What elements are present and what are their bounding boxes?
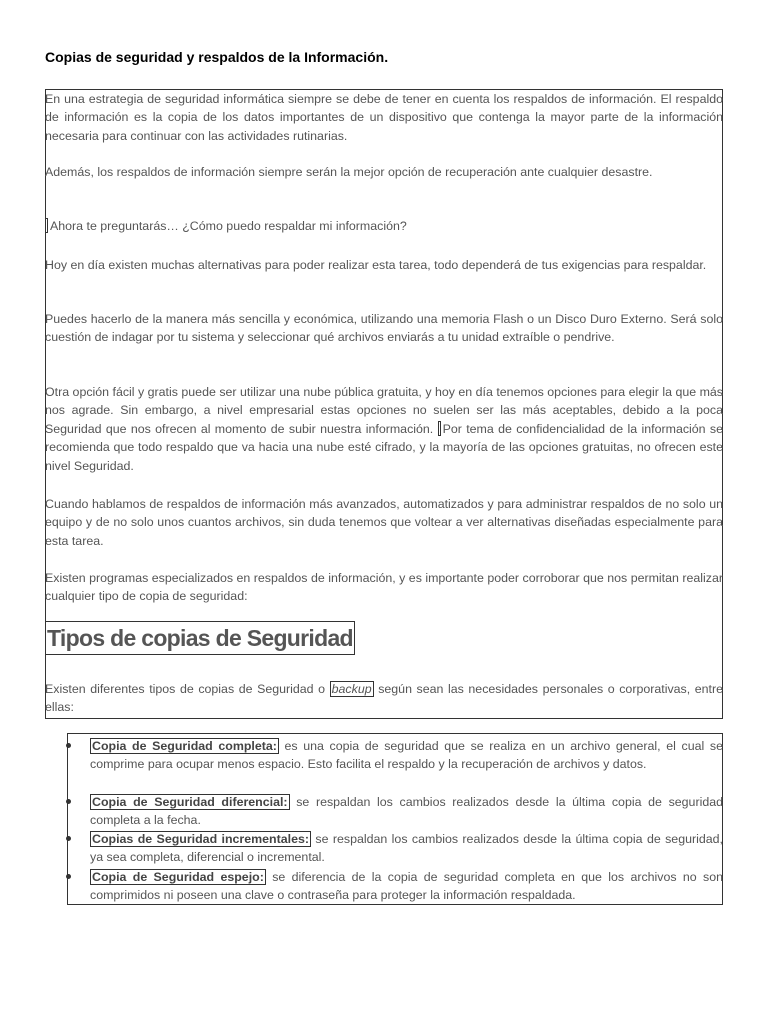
text-cursor-mark <box>45 218 48 233</box>
list-item <box>90 868 723 905</box>
list-item <box>90 830 723 867</box>
bullet-icon <box>66 799 71 804</box>
paragraph-question <box>45 217 723 235</box>
paragraph-types <box>45 680 723 717</box>
list-item-term: Copias de Seguridad incrementales: <box>92 832 309 846</box>
list-item-text: es una copia de seguridad que se realiza en un archivo general, el cual se comprime para ocupar menos espacio. Esto facilita el respaldo y la recuperación de archivos y datos. <box>90 739 723 772</box>
list-item-term: Copia de Seguridad diferencial: <box>92 795 288 809</box>
paragraph-advanced: Cuando hablamos de respaldos de información más avanzados, automatizados y para administrar respaldos de no solo un equipo y de no solo unos cuantos archivos, sin duda tenemos que voltear a ver alternativas diseñadas especialmente para esta tarea. <box>45 497 723 548</box>
list-item-term: Copia de Seguridad espejo: <box>92 870 264 884</box>
list-item-text: se diferencia de la copia de seguridad completa en que los archivos no son comprimidos ni poseen una clave o contraseña para proteger la información respaldada. <box>90 870 724 903</box>
cloud-text-a: Otra opción fácil y gratis puede ser utilizar una nube pública gratuita, y hoy en día tenemos opciones para elegir la que más nos agrade. Sin embargo, a nivel empresarial estas opciones no suelen ser las más aceptables, debido a la poca Seguridad que nos ofrecen al momento de subir nuestra información. <box>45 385 723 436</box>
types-text-a: Existen diferentes tipos de copias de Seguridad o <box>45 682 326 696</box>
paragraph-disaster: Además, los respaldos de información siempre serán la mejor opción de recuperación ante cualquier desastre. <box>45 165 653 179</box>
list-item-term: Copia de Seguridad completa: <box>92 739 277 753</box>
text-cursor-mark <box>438 421 441 436</box>
types-text-b: según sean las necesidades personales o corporativas, entre ellas: <box>45 682 723 715</box>
cloud-text-b: Por tema de confidencialidad de la información se recomienda que todo respaldo que va hacia una nube esté cifrado, y la mayoría de las opciones gratuitas, no ofrecen este nivel Seguridad. <box>45 421 723 473</box>
list-item <box>90 793 723 830</box>
list-item <box>90 737 723 774</box>
bullet-icon <box>66 874 71 879</box>
bullet-icon <box>66 743 71 748</box>
paragraph-programs: Existen programas especializados en respaldos de información, y es importante poder corroborar que nos permitan realizar cualquier tipo de copia de seguridad: <box>45 571 723 604</box>
paragraph-flash: Puedes hacerlo de la manera más sencilla y económica, utilizando una memoria Flash o un Disco Duro Externo. Será solo cuestión de indagar por tu sistema y seleccionar qué archivos enviarás a tu unidad extraíble o pendrive. <box>45 312 723 345</box>
bullet-icon <box>66 836 71 841</box>
backup-term: backup <box>331 682 372 696</box>
list-item-text: se respaldan los cambios realizados desde la última copia de seguridad completa a la fecha. <box>90 795 723 828</box>
paragraph-intro: En una estrategia de seguridad informática siempre se debe de tener en cuenta los respaldos de información. El respaldo de información es la copia de los datos importantes de un dispositivo que contenga la mayor parte de la información necesaria para continuar con las actividades rutinarias. <box>45 92 723 143</box>
document-title: Copias de seguridad y respaldos de la Información. <box>45 49 389 65</box>
paragraph-cloud <box>45 383 723 475</box>
section-heading: Tipos de copias de Seguridad <box>45 621 355 655</box>
list-item-text: se respaldan los cambios realizados desde la última copia de seguridad, ya sea completa, diferencial o incremental. <box>90 832 723 865</box>
paragraph-alternatives: Hoy en día existen muchas alternativas para poder realizar esta tarea, todo dependerá de tus exigencias para respaldar. <box>45 258 707 272</box>
question-text: Ahora te preguntarás… ¿Cómo puedo respaldar mi información? <box>50 219 407 233</box>
